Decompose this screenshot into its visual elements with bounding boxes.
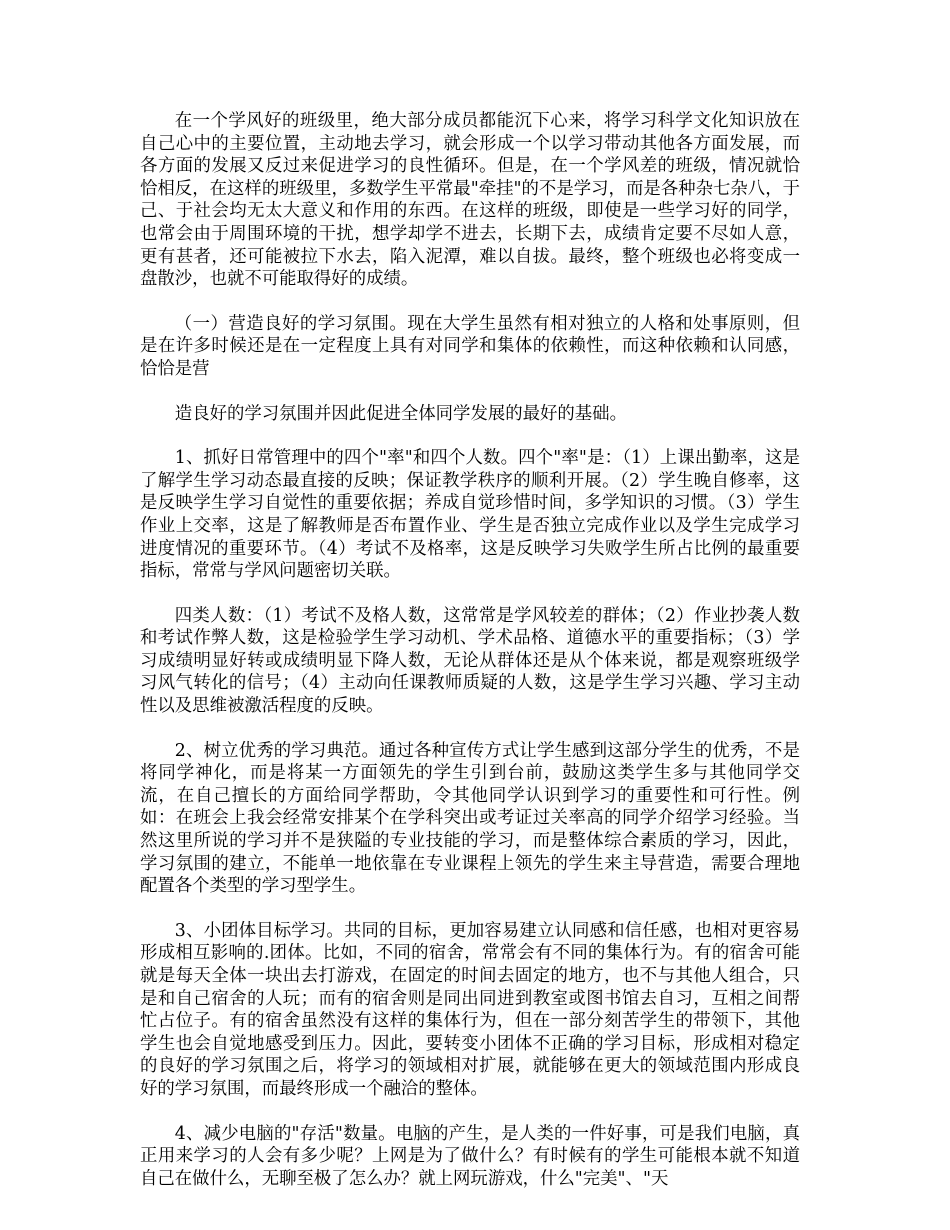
paragraph-small-group-goals: 3、小团体目标学习。共同的目标，更加容易建立认同感和信任感，也相对更容易形成相互影响的.团体。比如，不同的宿舍，常常会有不同的集体行为。有的宿舍可能就是每天全体一块出去打游戏，在固定的时间去固定的地方，也不与其他人组合，只是和自己宿舍的人玩；而有的宿舍则是同出同进到教室或图书馆去自习，互相之间帮忙占位子。有的宿舍虽然没有这样的集体行为，但在一部分刻苦学生的带领下，其他学生也会自觉地感受到压力。因此，要转变小团体不正确的学习目标，形成相对稳定的良好的学习氛围之后，将学习的领域相对扩展，就能够在更大的领域范围内形成良好的学习氛围，而最终形成一个融洽的整体。 bbox=[140, 920, 800, 1099]
paragraph-four-rates: 1、抓好日常管理中的四个"率"和四个人数。四个"率"是：（1）上课出勤率，这是了解学生学习动态最直接的反映；保证教学秩序的顺利开展。（2）学生晚自修率，这是反映学生学习自觉性的重要依据；养成自觉珍惜时间，多学知识的习惯。（3）学生作业上交率，这是了解教师是否布置作业、学生是否独立完成作业以及学生完成学习进度情况的重要环节。（4）考试不及格率，这是反映学习失败学生所占比例的最重要指标，常常与学风问题密切关联。 bbox=[140, 448, 800, 582]
paragraph-section-one-continued: 造良好的学习氛围并因此促进全体同学发展的最好的基础。 bbox=[174, 403, 627, 424]
paragraph-reduce-computers: 4、减少电脑的"存活"数量。电脑的产生，是人类的一件好事，可是我们电脑，真正用来学习的人会有多少呢？上网是为了做什么？有时候有的学生可能根本就不知道自己在做什么，无聊至极了怎么办？就上网玩游戏，什么"完美"、"天 bbox=[140, 1123, 800, 1189]
paragraph-section-one-heading: （一）营造良好的学习氛围。现在大学生虽然有相对独立的人格和处事原则，但是在许多时候还是在一定程度上具有对同学和集体的依赖性，而这种依赖和认同感，恰恰是营 bbox=[140, 313, 800, 379]
paragraph-study-atmosphere-intro: 在一个学风好的班级里，绝大部分成员都能沉下心来，将学习科学文化知识放在自己心中的主要位置，主动地去学习，就会形成一个以学习带动其他各方面发展，而各方面的发展又反过来促进学习的良性循环。但是，在一个学风差的班级，情况就恰恰相反，在这样的班级里，多数学生平常最"牵挂"的不是学习，而是各种杂七杂八，于己、于社会均无太大意义和作用的东西。在这样的班级，即使是一些学习好的同学，也常会由于周围环境的干扰，想学却学不进去，长期下去，成绩肯定要不尽如人意，更有甚者，还可能被拉下水去，陷入泥潭，难以自拔。最终，整个班级也必将变成一盘散沙，也就不可能取得好的成绩。 bbox=[140, 111, 800, 290]
paragraph-study-models: 2、树立优秀的学习典范。通过各种宣传方式让学生感到这部分学生的优秀，不是将同学神化，而是将某一方面领先的学生引到台前，鼓励这类学生多与其他同学交流，在自己擅长的方面给同学帮助，令其他同学认识到学习的重要性和可行性。例如：在班会上我会经常安排某个在学科突出或考证过关率高的同学介绍学习经验。当然这里所说的学习并不是狭隘的专业技能的学习，而是整体综合素质的学习，因此，学习氛围的建立，不能单一地依靠在专业课程上领先的学生来主导营造，需要合理地配置各个类型的学习型学生。 bbox=[140, 740, 800, 897]
paragraph-four-counts: 四类人数：（1）考试不及格人数，这常常是学风较差的群体；（2）作业抄袭人数和考试作弊人数，这是检验学生学习动机、学术品格、道德水平的重要指标；（3）学习成绩明显好转或成绩明显下降人数，无论从群体还是从个体来说，都是观察班级学习风气转化的信号；（4）主动向任课教师质疑的人数，这是学生学习兴趣、学习主动性以及思维被激活程度的反映。 bbox=[140, 605, 800, 717]
document-page bbox=[140, 110, 800, 1212]
